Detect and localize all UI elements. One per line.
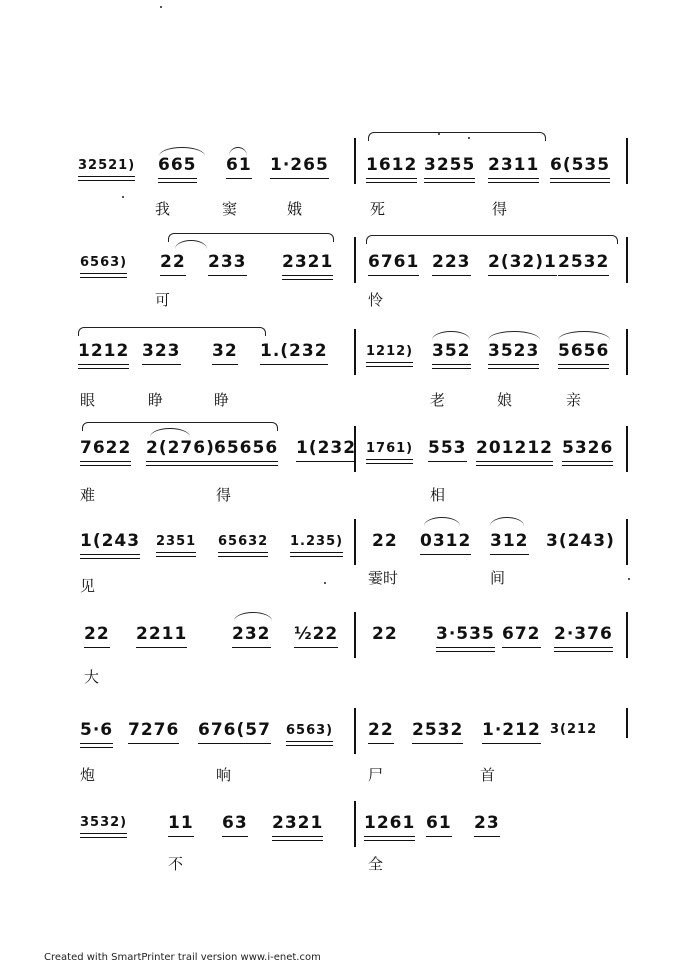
- note-group: 1.235): [290, 534, 343, 549]
- note-group: 201212: [476, 438, 553, 458]
- note-group: 1·212: [482, 720, 541, 740]
- lyric: 大: [84, 668, 100, 686]
- note-group: 2321: [272, 813, 323, 833]
- lyric: 得: [492, 200, 508, 218]
- print-speck: [324, 582, 326, 584]
- bar-line: [354, 138, 356, 184]
- note-group: 3(243): [546, 531, 615, 551]
- note-group: 5326: [562, 438, 613, 458]
- note-group: 65656: [214, 438, 278, 458]
- bar-line: [354, 426, 356, 472]
- slur: [558, 331, 610, 340]
- note-group: 22: [372, 624, 398, 644]
- note-group: 2211: [136, 624, 187, 644]
- bar-line: [626, 426, 628, 472]
- note-group: 23: [474, 813, 500, 833]
- note-group: 3255: [424, 155, 475, 175]
- bar-line: [354, 612, 356, 658]
- bar-line: [354, 329, 356, 375]
- note-group: 1.(232: [260, 341, 328, 361]
- note-group: 6761: [368, 252, 419, 272]
- note-group: 6563): [286, 723, 333, 738]
- slur: [424, 517, 460, 526]
- print-speck: [160, 6, 162, 8]
- note-group: 22: [372, 531, 398, 551]
- note-group: 1612: [366, 155, 417, 175]
- note-group: 32521): [78, 158, 135, 173]
- slur: [490, 517, 524, 526]
- note-group: 2311: [488, 155, 539, 175]
- note-group: 665: [158, 155, 197, 175]
- note-group: 22: [160, 252, 186, 272]
- lyric: 窦: [222, 200, 238, 218]
- bar-line: [354, 801, 356, 847]
- note-group: 61: [226, 155, 252, 175]
- note-group: ½22: [294, 624, 338, 644]
- note-group: 61: [426, 813, 452, 833]
- bar-line: [626, 708, 628, 738]
- note-group: 6563): [80, 255, 127, 270]
- note-group: 2532: [558, 252, 609, 272]
- bar-line: [626, 519, 628, 565]
- note-group: 1761): [366, 441, 413, 456]
- lyric: 炮: [80, 766, 96, 784]
- note-group: 2351: [156, 534, 196, 549]
- slur: [234, 612, 272, 621]
- bar-line: [626, 237, 628, 283]
- lyric: 全: [368, 855, 384, 873]
- lyric: 不: [168, 855, 184, 873]
- note-group: 63: [222, 813, 248, 833]
- lyric: 睁: [148, 391, 164, 409]
- note-group: 553: [428, 438, 467, 458]
- bar-line: [354, 237, 356, 283]
- note-group: 3(212: [550, 722, 598, 737]
- lyric: 得: [216, 486, 232, 504]
- print-speck: [122, 196, 124, 198]
- phrase-slur: [368, 132, 546, 141]
- note-group: 2321: [282, 252, 333, 272]
- note-group: 7622: [80, 438, 131, 458]
- note-group: 6(535: [550, 155, 610, 175]
- note-group: 2(32)1: [488, 252, 557, 272]
- lyric: 首: [480, 766, 496, 784]
- lyric: 我: [155, 200, 171, 218]
- note-group: 65632: [218, 534, 268, 549]
- note-group: 1261: [364, 813, 415, 833]
- note-group: 1(243: [80, 531, 140, 551]
- lyric: 霎时: [368, 569, 399, 587]
- note-group: 22: [84, 624, 110, 644]
- note-group: 233: [208, 252, 247, 272]
- phrase-slur: [366, 235, 618, 244]
- phrase-slur: [78, 327, 266, 336]
- note-group: 676(57: [198, 720, 271, 740]
- lyric: 响: [216, 766, 232, 784]
- note-group: 2532: [412, 720, 463, 740]
- note-group: 32: [212, 341, 238, 361]
- note-group: 0312: [420, 531, 471, 551]
- note-group: 5656: [558, 341, 609, 361]
- note-group: 5·6: [80, 720, 113, 740]
- note-group: 3523: [488, 341, 539, 361]
- note-group: 7276: [128, 720, 179, 740]
- lyric: 死: [370, 200, 386, 218]
- note-group: 2(276): [146, 438, 215, 458]
- note-group: 672: [502, 624, 541, 644]
- note-group: 312: [490, 531, 529, 551]
- note-group: 3532): [80, 815, 127, 830]
- note-group: 1212): [366, 344, 413, 359]
- lyric: 可: [155, 291, 171, 309]
- slur: [432, 331, 470, 340]
- lyric: 间: [490, 569, 506, 587]
- lyric: 睁: [214, 391, 230, 409]
- note-group: 323: [142, 341, 181, 361]
- note-group: 232: [232, 624, 271, 644]
- note-group: 352: [432, 341, 471, 361]
- note-group: 1·265: [270, 155, 329, 175]
- lyric: 相: [430, 486, 446, 504]
- bar-line: [354, 519, 356, 565]
- note-group: 1212: [78, 341, 129, 361]
- bar-line: [626, 612, 628, 658]
- bar-line: [626, 329, 628, 375]
- lyric: 难: [80, 486, 96, 504]
- bar-line: [354, 708, 356, 754]
- note-group: 22: [368, 720, 394, 740]
- lyric: 眼: [80, 391, 96, 409]
- lyric: 娥: [287, 200, 303, 218]
- lyric: 见: [80, 577, 96, 595]
- lyric: 怜: [368, 291, 384, 309]
- print-speck: [468, 137, 470, 139]
- note-group: 223: [432, 252, 471, 272]
- footer-watermark: Created with SmartPrinter trail version www.i-enet.com: [44, 952, 321, 963]
- slur: [488, 331, 540, 340]
- note-group: 3·535: [436, 624, 495, 644]
- note-group: 1(232: [296, 438, 356, 458]
- print-speck: [438, 133, 440, 135]
- print-speck: [628, 578, 630, 580]
- note-group: 2·376: [554, 624, 613, 644]
- lyric: 亲: [566, 391, 582, 409]
- note-group: 11: [168, 813, 194, 833]
- lyric: 娘: [497, 391, 513, 409]
- lyric: 老: [430, 391, 446, 409]
- lyric: 尸: [368, 766, 384, 784]
- bar-line: [626, 138, 628, 184]
